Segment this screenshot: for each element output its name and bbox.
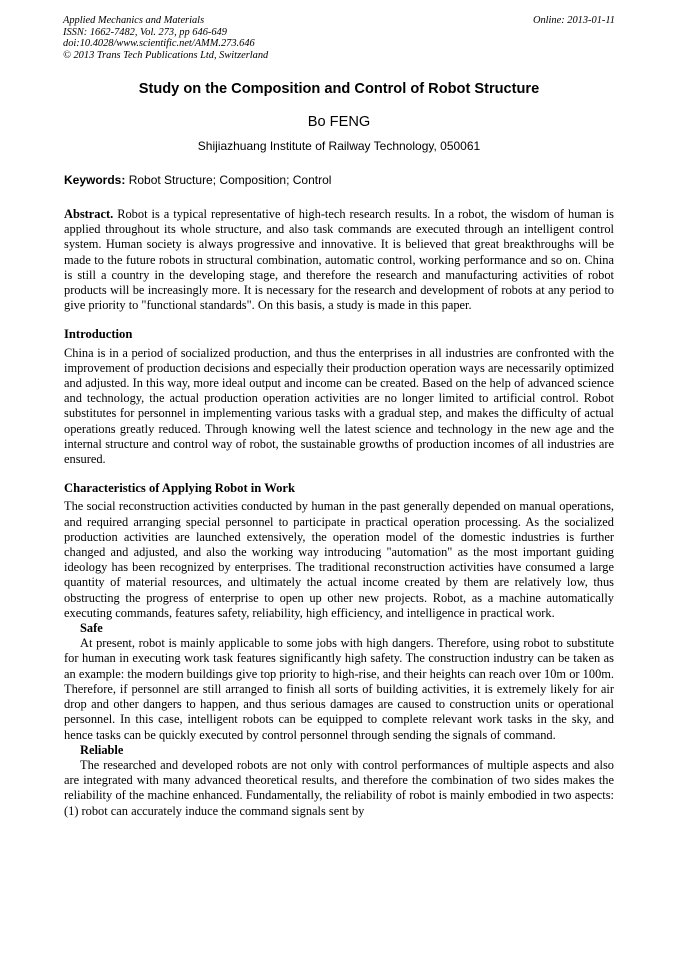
doi-line: doi:10.4028/www.scientific.net/AMM.273.646 bbox=[63, 38, 255, 50]
keywords-line bbox=[64, 173, 616, 187]
reliable-paragraph: The researched and developed robots are not only with control performances of multiple aspects and also are integrated with many advanced theoretical results, and therefore the combination of two sides makes the reliability of the machine enhanced. Fundamentally, the reliability of robot is mainly embodied in two aspects: (1) robot can accurately induce the command signals sent by bbox=[64, 757, 614, 818]
introduction-heading: Introduction bbox=[64, 327, 133, 342]
characteristics-heading: Characteristics of Applying Robot in Work bbox=[64, 481, 296, 496]
journal-name: Applied Mechanics and Materials bbox=[63, 15, 205, 26]
keywords-text: Robot Structure; Composition; Control bbox=[125, 173, 332, 187]
copyright-line: © 2013 Trans Tech Publications Ltd, Switzerland bbox=[63, 49, 269, 61]
abstract-paragraph bbox=[64, 207, 614, 313]
paper-title: Study on the Composition and Control of Robot Structure bbox=[138, 81, 540, 97]
publication-header bbox=[63, 15, 615, 61]
safe-paragraph: At present, robot is mainly applicable to some jobs with high dangers. Therefore, using robot to substitute for human in executing work task features significantly high safety. The construction industry can be taken as an example: the modern buildings give top priority to high-rise, and their heights can reach over 10m or 100m. Therefore, if personnel are still arranged to finish all sorts of building activities, it is extremely likely for air drop and other dangers to happen, and thus serious damages are caused to construction units or operational personnel. In this case, intelligent robots can be equipped to complete relevant work tasks in the sky, and hence tasks can be quickly executed by control personnel through sending the signals of command. bbox=[64, 636, 614, 742]
reliable-heading: Reliable bbox=[80, 742, 124, 757]
keywords-label: Keywords: bbox=[64, 173, 126, 187]
author-name: Bo FENG bbox=[307, 114, 371, 130]
online-date: Online: 2013-01-11 bbox=[532, 15, 615, 26]
introduction-paragraph: China is in a period of socialized production, and thus the enterprises in all industries are confronted with the improvement of production decisions and especially their production operation ways are necessarily optimized and adjusted. In this way, more ideal output and income can be created. Based on the help of advanced science and technology, the actual production operation activities are no longer limited to artificial control. Robot substitutes for personnel in implementing various tasks with a gradual step, and makes the difficulty of actual operations greatly reduced. Through knowing well the latest science and technology in the new age and the internal structure and control way of robot, the sustainable growths of production incomes of all industries are ensured. bbox=[64, 345, 614, 467]
issn-line: ISSN: 1662-7482, Vol. 273, pp 646-649 bbox=[63, 26, 227, 38]
abstract-label: Abstract. bbox=[64, 207, 114, 221]
characteristics-paragraph: The social reconstruction activities conducted by human in the past generally depended on manual operations, and required arranging special personnel to participate in practical operation processing. As the socialized production activities are launched extensively, the operation model of the domestic industries is further changed and adjusted, and also the working way introducing "automation" as the most important guiding ideology has been recognized by enterprises. The traditional reconstruction activities have consumed a large quantity of material resources, and ultimately the actual income created by them are relatively low, thus obstructing the progress of enterprise to open up other new projects. Robot, as a machine automatically executing commands, features safety, reliability, high efficiency, and intelligence in practical work. bbox=[64, 499, 614, 620]
safe-heading: Safe bbox=[80, 621, 103, 636]
paper-body bbox=[64, 207, 614, 819]
author-affiliation: Shijiazhuang Institute of Railway Technology, 050061 bbox=[197, 139, 481, 153]
abstract-text: Robot is a typical representative of high-tech research results. In a robot, the wisdom of human is applied throughout its whole structure, and also task commands are executed through an intelligent control system. Human society is always progressive and innovative. It is believed that great breakthroughs will be made to the future robots in structural combination, automatic control, working performance and so on. China is still a country in the developing stage, and therefore the research and manufacturing activities of robot products will be increasingly more. It is necessary for the research and development of robots at any period to give priority to "functional standards". On this basis, a study is made in this paper. bbox=[64, 207, 614, 313]
